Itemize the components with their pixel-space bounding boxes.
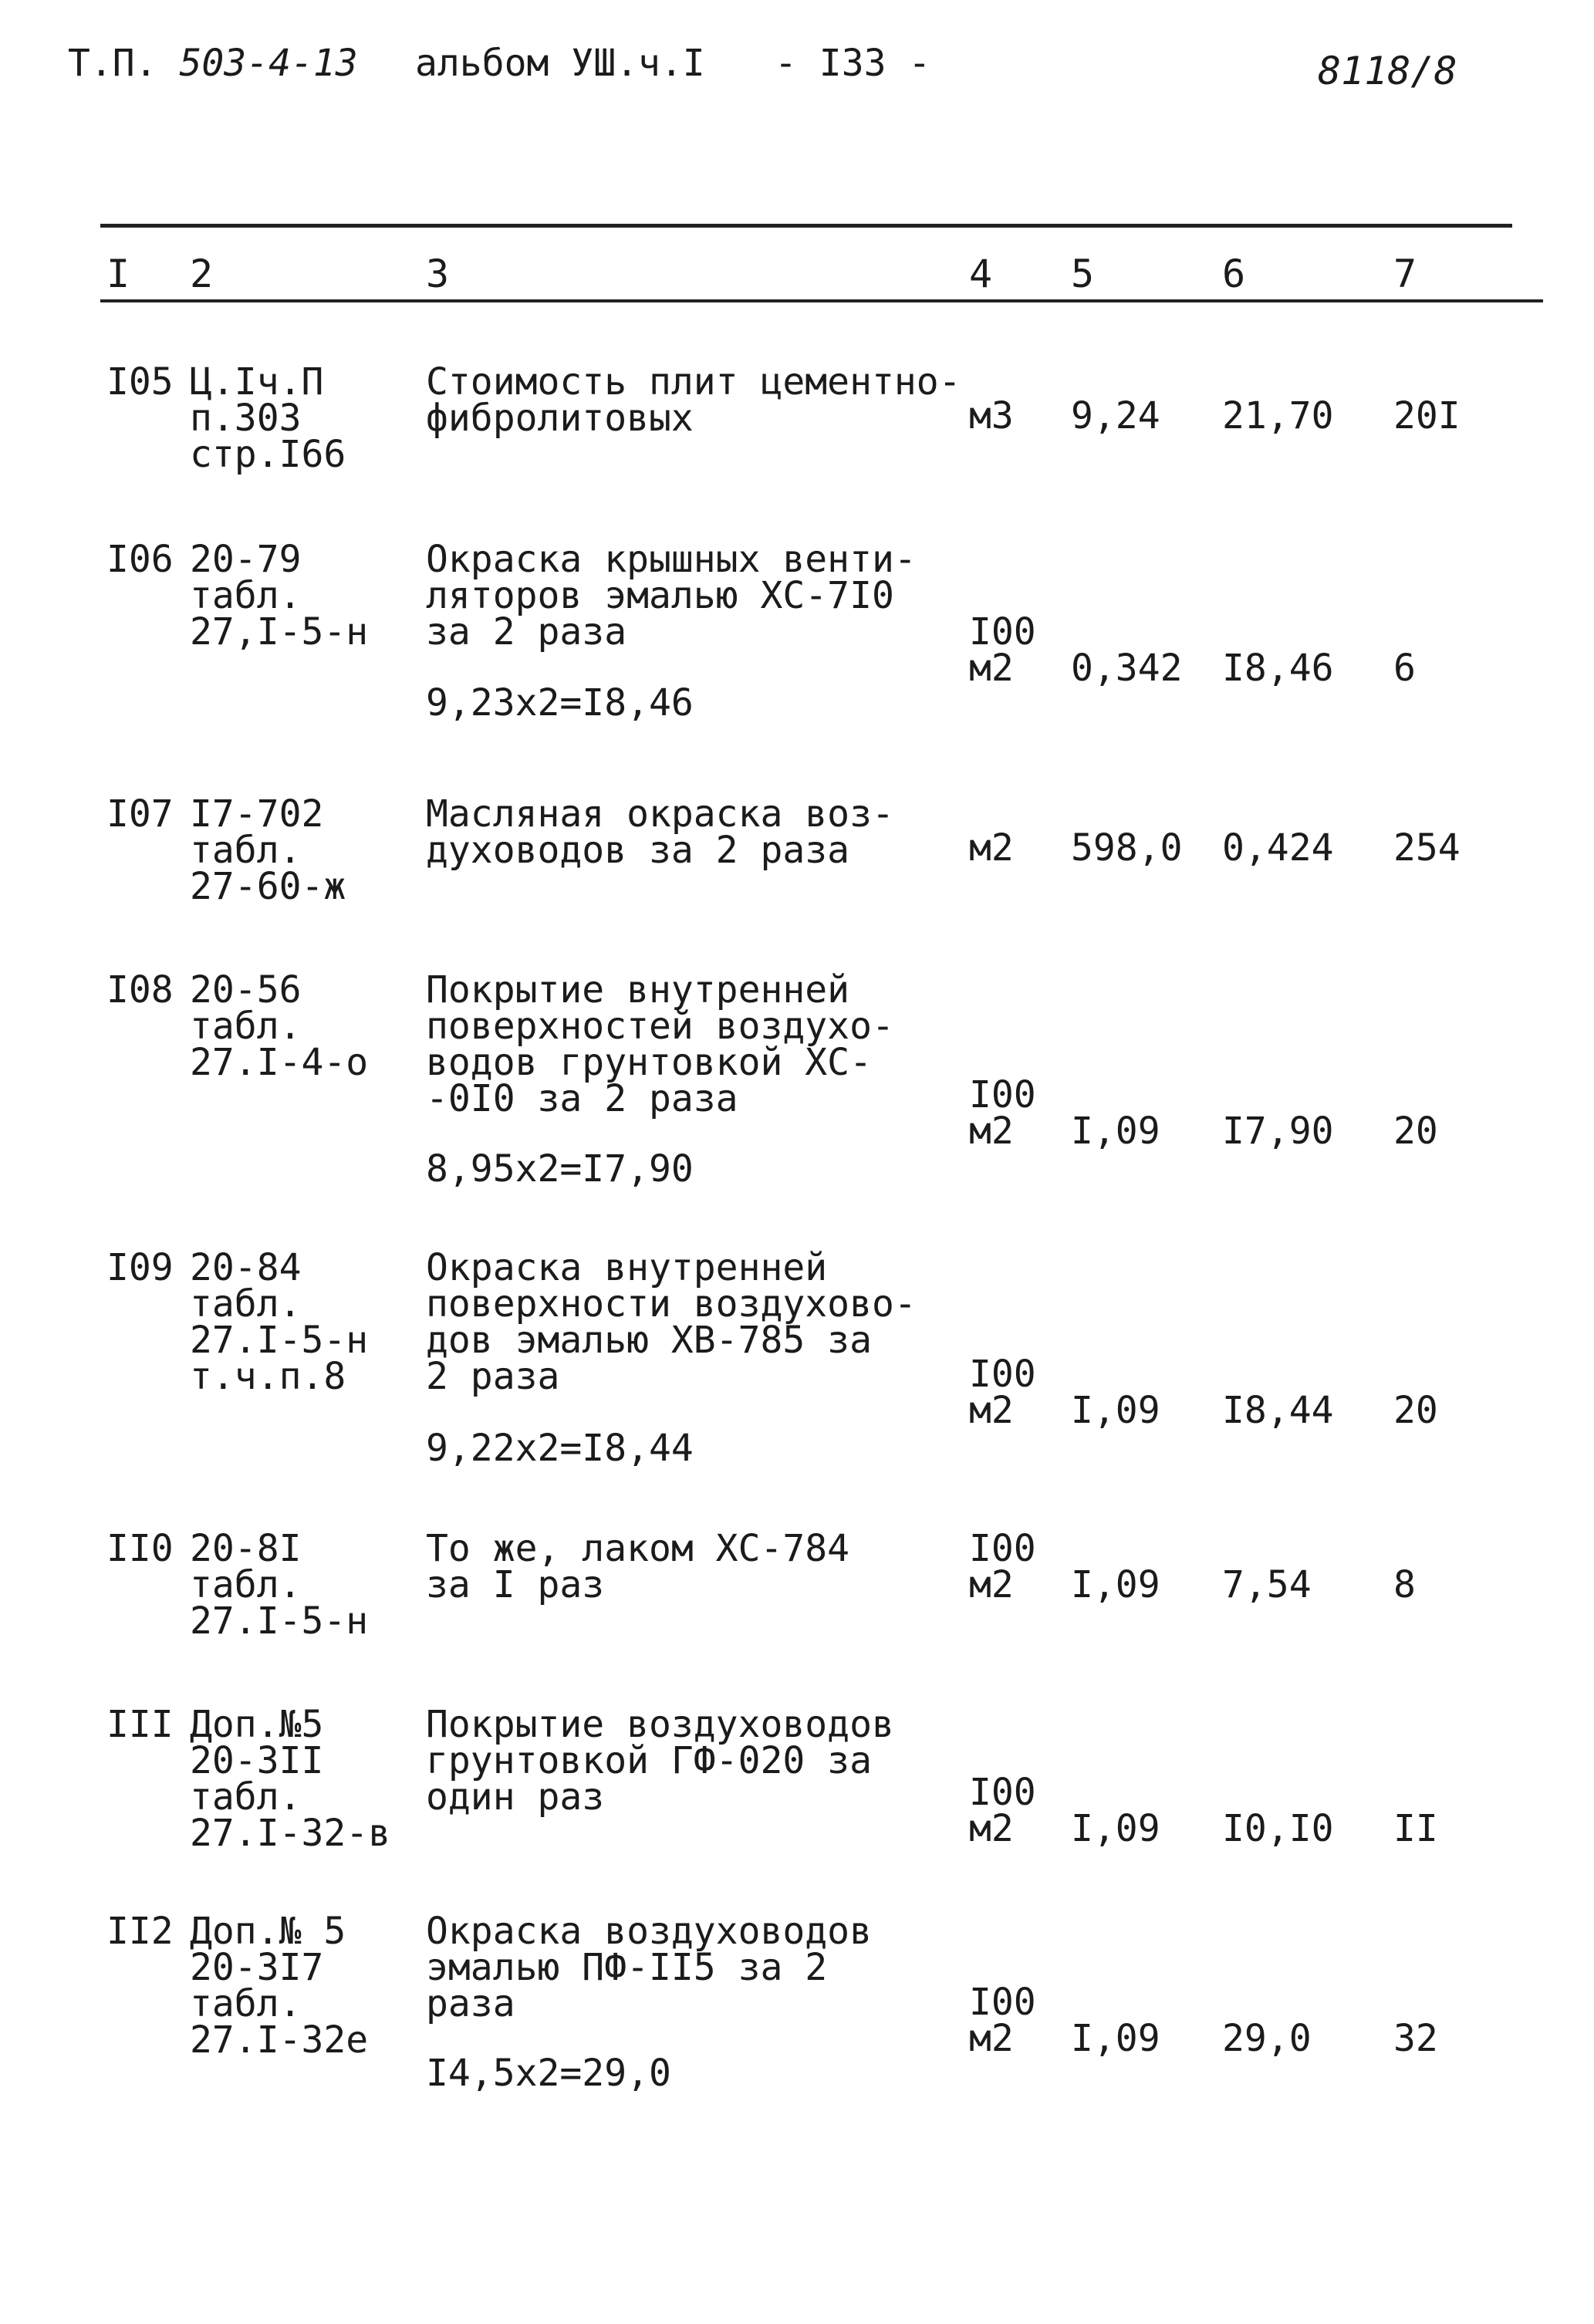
row-unit-price: I8,44 — [1222, 1389, 1334, 1432]
row-number: I05 — [106, 360, 174, 404]
row-number: II2 — [106, 1910, 174, 1953]
header-sheet-number: 8118/8 — [1318, 49, 1457, 93]
row-reference: 20-84 табл. 27.I-5-н т.ч.п.8 — [190, 1246, 369, 1398]
header-page-number: - I33 - — [775, 42, 931, 85]
row-calculation: 9,22х2=I8,44 — [426, 1427, 694, 1470]
header-tp-label: Т.П. — [68, 42, 157, 85]
row-total: 8 — [1393, 1563, 1416, 1606]
row-calculation: I4,5х2=29,0 — [426, 2052, 671, 2095]
row-quantity: I,09 — [1071, 1807, 1160, 1850]
row-quantity: I,09 — [1071, 1563, 1160, 1606]
row-description: Покрытие внутренней поверхностей воздухо- водов грунтовкой ХС- -0I0 за 2 раза — [426, 968, 894, 1120]
row-unit-price: I0,I0 — [1222, 1807, 1334, 1850]
row-unit: м3 — [969, 394, 1014, 437]
row-unit-price: 0,424 — [1222, 826, 1334, 870]
row-total: 6 — [1393, 647, 1416, 690]
row-unit: I00 м2 — [969, 1527, 1036, 1606]
row-total: 20 — [1393, 1389, 1438, 1432]
row-total: II — [1393, 1807, 1438, 1850]
row-calculation: 9,23х2=I8,46 — [426, 681, 694, 725]
column-number-5: 5 — [1071, 252, 1095, 296]
column-number-7: 7 — [1393, 252, 1417, 296]
row-description: Окраска крышных венти- ляторов эмалью ХС-7I0 за 2 раза — [426, 538, 917, 654]
table-top-rule — [100, 224, 1512, 228]
row-quantity: 0,342 — [1071, 647, 1183, 690]
row-unit-price: I7,90 — [1222, 1110, 1334, 1153]
table-header-rule — [100, 299, 1543, 302]
column-number-2: 2 — [190, 252, 214, 296]
row-number: I07 — [106, 792, 174, 836]
row-quantity: I,09 — [1071, 2017, 1160, 2060]
row-quantity: 9,24 — [1071, 394, 1160, 437]
row-quantity: I,09 — [1071, 1389, 1160, 1432]
row-unit: I00 м2 — [969, 1771, 1036, 1850]
row-reference: 20-8I табл. 27.I-5-н — [190, 1527, 369, 1643]
header-album: альбом УШ.ч.I — [415, 42, 705, 85]
row-quantity: I,09 — [1071, 1110, 1160, 1153]
row-unit-price: 21,70 — [1222, 394, 1334, 437]
column-number-6: 6 — [1222, 252, 1246, 296]
row-unit: I00 м2 — [969, 610, 1036, 690]
row-number: I08 — [106, 968, 174, 1012]
column-number-4: 4 — [969, 252, 993, 296]
header-tp-number: 503-4-13 — [179, 42, 358, 85]
row-number: II0 — [106, 1527, 174, 1570]
row-description: То же, лаком ХС-784 за I раз — [426, 1527, 850, 1606]
column-number-1: I — [106, 252, 130, 296]
row-unit-price: 29,0 — [1222, 2017, 1312, 2060]
row-reference: Доп.№5 20-3II табл. 27.I-32-в — [190, 1703, 391, 1855]
row-description: Окраска воздуховодов эмалью ПФ-II5 за 2 раза — [426, 1910, 872, 2025]
row-unit: I00 м2 — [969, 1981, 1036, 2060]
row-unit: м2 — [969, 826, 1014, 870]
row-unit: I00 м2 — [969, 1353, 1036, 1432]
row-total: 20I — [1393, 394, 1461, 437]
column-number-3: 3 — [426, 252, 450, 296]
row-reference: I7-702 табл. 27-60-ж — [190, 792, 346, 908]
row-reference: 20-56 табл. 27.I-4-о — [190, 968, 369, 1084]
row-unit: I00 м2 — [969, 1073, 1036, 1153]
row-description: Окраска внутренней поверхности воздухово- дов эмалью ХВ-785 за 2 раза — [426, 1246, 917, 1398]
row-reference: Доп.№ 5 20-3I7 табл. 27.I-32е — [190, 1910, 369, 2062]
row-quantity: 598,0 — [1071, 826, 1183, 870]
row-number: I09 — [106, 1246, 174, 1289]
row-unit-price: 7,54 — [1222, 1563, 1312, 1606]
row-total: 32 — [1393, 2017, 1438, 2060]
row-total: 254 — [1393, 826, 1461, 870]
row-total: 20 — [1393, 1110, 1438, 1153]
row-calculation: 8,95х2=I7,90 — [426, 1147, 694, 1191]
row-number: I06 — [106, 538, 174, 581]
row-number: III — [106, 1703, 174, 1746]
header-tp — [68, 40, 358, 86]
row-description: Масляная окраска воз- духоводов за 2 раза — [426, 792, 894, 872]
row-description: Стоимость плит цементно- фибролитовых — [426, 360, 961, 440]
row-reference: Ц.Iч.П п.303 стр.I66 — [190, 360, 346, 476]
row-unit-price: I8,46 — [1222, 647, 1334, 690]
row-description: Покрытие воздуховодов грунтовкой ГФ-020 за один раз — [426, 1703, 894, 1819]
row-reference: 20-79 табл. 27,I-5-н — [190, 538, 369, 654]
